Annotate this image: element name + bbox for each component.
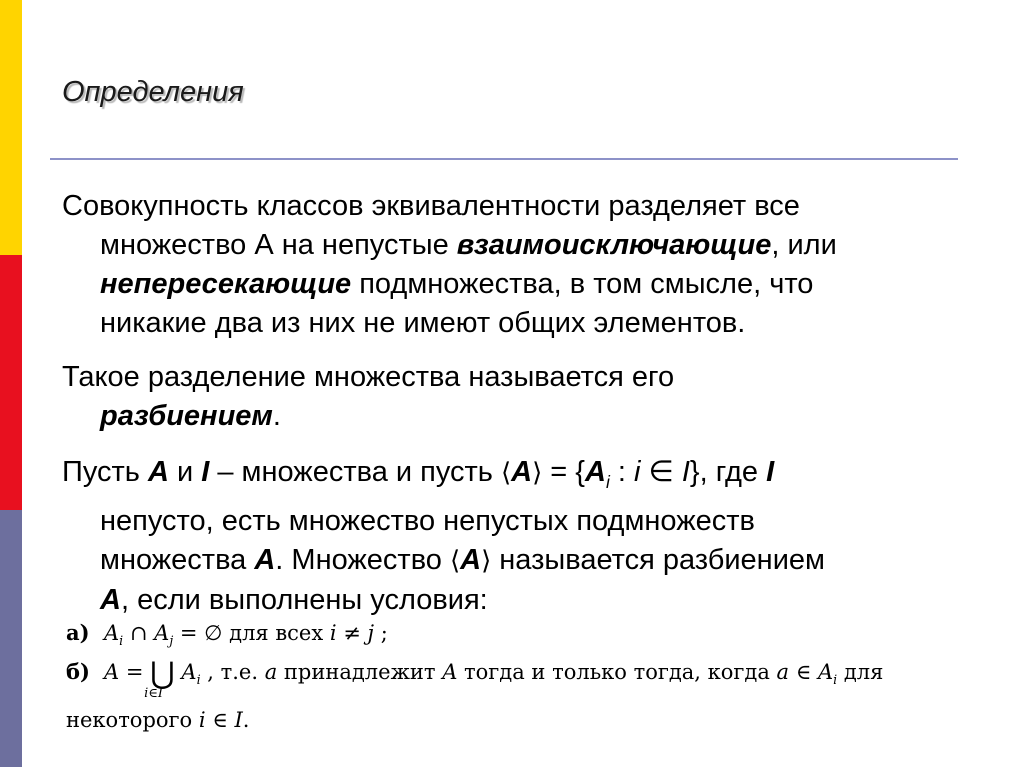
accent-bar-purple: [0, 510, 22, 767]
condition-a: а) $A_i$ ∩ $A_j$ = ∅ для всех i ≠ j ;: [66, 620, 388, 649]
slide-title: Определения: [62, 76, 244, 108]
title-divider: [50, 158, 958, 160]
paragraph-partition: [62, 358, 982, 436]
condition-b: б) A = ⋃ i∈I $A_i$ , т.е. a принадлежит A тогда и только тогда, когда a ∈ $A_i$ для: [66, 656, 884, 701]
paragraph-equivalence-classes: [62, 187, 982, 343]
p1-line3: непересекающие подмножества, в том смысле, что: [100, 268, 814, 300]
p2-line2: разбиением.: [100, 400, 281, 432]
p3-line4: A, если выполнены условия:: [100, 583, 488, 616]
accent-bar-red: [0, 255, 22, 510]
condition-b-continuation: некоторого i ∈ I.: [66, 708, 250, 732]
p3-line2: непусто, есть множество непустых подмножеств: [100, 504, 755, 537]
p1-line1: Совокупность классов эквивалентности разделяет все: [62, 190, 800, 222]
p3-line3: множества A. Множество ⟨A⟩ называется разбиением: [100, 543, 825, 576]
paragraph-definition: [62, 453, 982, 620]
union-symbol: ⋃ i∈I: [144, 656, 175, 701]
p1-line4: никакие два из них не имеют общих элементов.: [100, 307, 746, 339]
p3-line1: Пусть A и I – множества и пусть ⟨A⟩ = {$A_i$ : i ∈ I}, где I: [62, 456, 775, 492]
p2-line1: Такое разделение множества называется его: [62, 361, 675, 393]
p1-line2: множество А на непустые взаимоисключающие, или: [100, 229, 837, 261]
accent-bar-yellow: [0, 0, 22, 255]
